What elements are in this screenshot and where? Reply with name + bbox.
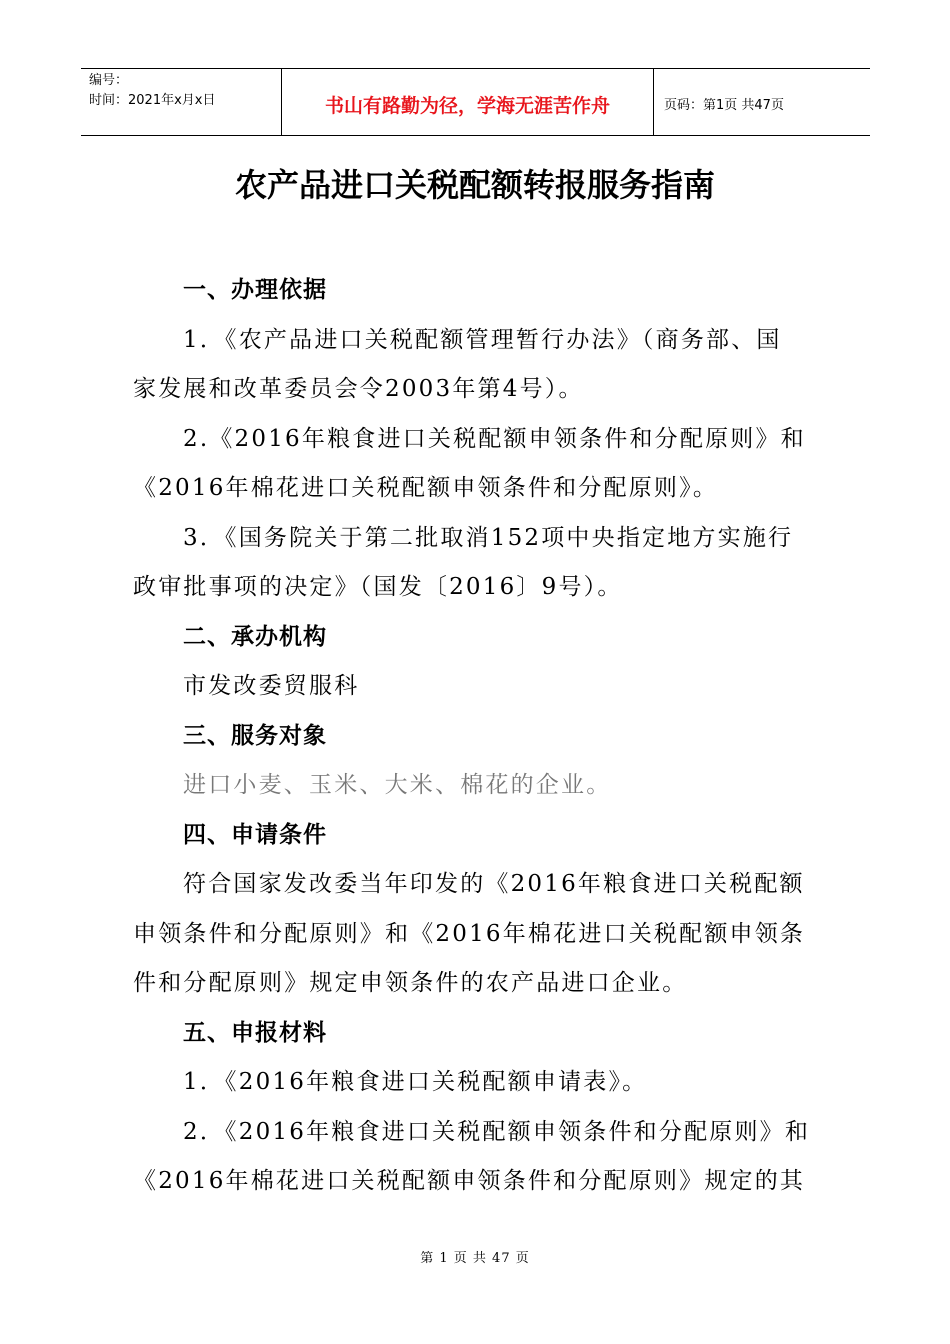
paragraph-line: 《2016年棉花进口关税配额申领条件和分配原则》。 xyxy=(133,475,719,501)
paragraph-line: 件和分配原则》规定申领条件的农产品进口企业。 xyxy=(133,970,688,996)
paragraph-line: 《2016年棉花进口关税配额申领条件和分配原则》规定的其 xyxy=(133,1168,806,1194)
paragraph-line: 申领条件和分配原则》和《2016年棉花进口关税配额申领条 xyxy=(133,920,806,947)
document-number-label: 编号： xyxy=(89,73,129,88)
paragraph-line: 2．《2016年粮食进口关税配额申领条件和分配原则》和 xyxy=(183,1118,811,1145)
paragraph-line: 符合国家发改委当年印发的《2016年粮食进口关税配额 xyxy=(183,871,805,897)
section-heading: 三、服务对象 xyxy=(183,722,327,749)
document-body xyxy=(133,266,819,1207)
document-title: 农产品进口关税配额转报服务指南 xyxy=(234,166,715,204)
paragraph-line: 家发展和改革委员会令2003年第4号）。 xyxy=(133,376,584,402)
paragraph-line: 1．《2016年粮食进口关税配额申请表》。 xyxy=(183,1069,648,1095)
paragraph-line: 1．《农产品进口关税配额管理暂行办法》（商务部、国 xyxy=(183,326,782,353)
header-page-info: 页码：第1页 共47页 xyxy=(664,97,784,113)
paragraph-line: 进口小麦、玉米、大米、棉花的企业。 xyxy=(183,772,612,798)
section-heading: 二、承办机构 xyxy=(183,623,327,650)
paragraph-line: 3．《国务院关于第二批取消152项中央指定地方实施行 xyxy=(183,524,794,551)
paragraph-line: 2.《2016年粮食进口关税配额申领条件和分配原则》和 xyxy=(183,425,806,452)
document-date: 时间：2021年x月x日 xyxy=(89,93,216,108)
section-heading: 四、申请条件 xyxy=(183,821,327,848)
header-motto: 书山有路勤为径，学海无涯苦作舟 xyxy=(281,69,654,135)
paragraph-line: 政审批事项的决定》（国发〔2016〕9号）。 xyxy=(133,574,623,600)
paragraph-line: 市发改委贸服科 xyxy=(183,673,360,699)
section-heading: 一、办理依据 xyxy=(183,277,327,303)
page-footer: 第 1 页 共 47 页 xyxy=(420,1251,530,1266)
header-meta xyxy=(81,69,281,135)
page-header xyxy=(81,68,870,136)
section-heading: 五、申报材料 xyxy=(183,1019,327,1046)
